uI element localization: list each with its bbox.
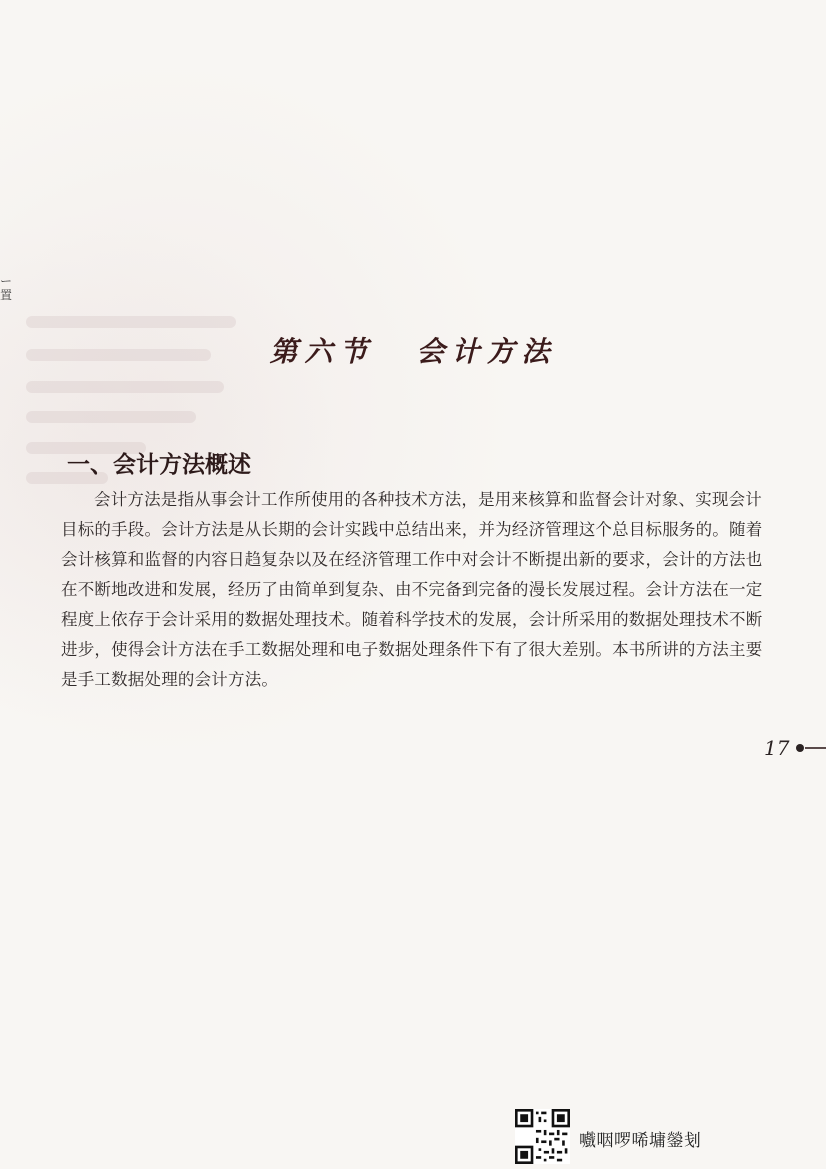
- bleed-through-line: [26, 381, 224, 393]
- body-paragraph: 会计方法是指从事会计工作所使用的各种技术方法，是用来核算和监督会计对象、实现会计目标的手段。会计方法是从长期的会计实践中总结出来，并为经济管理这个总目标服务的。随着会计核算和监督的内容日趋复杂以及在经济管理工作中对会计不断提出新的要求，会计的方法也在不断地改进和发展，经历了由简单到复杂、由不完备到完备的漫长发展过程。会计方法在一定程度上依存于会计采用的数据处理技术。随着科学技术的发展，会计所采用的数据处理技术不断进步，使得会计方法在手工数据处理和电子数据处理条件下有了很大差别。本书所讲的方法主要是手工数据处理的会计方法。: [61, 490, 763, 689]
- bleed-through-line: [26, 316, 236, 328]
- bleed-through-line: [26, 411, 196, 423]
- section-title: [0, 330, 826, 370]
- section-name: 会计方法: [416, 335, 557, 368]
- subheading: 一、会计方法概述: [67, 452, 251, 478]
- margin-mark: 置: [0, 288, 13, 302]
- qr-code-icon: [515, 1109, 570, 1164]
- page-number-dot: [796, 744, 804, 752]
- page-number-rule: [805, 747, 826, 749]
- scanner-label: 嚱咽啰唏墉鎣刬: [579, 1131, 702, 1151]
- margin-marks: [0, 274, 13, 302]
- body-paragraph-container: [61, 485, 771, 695]
- page-number: 17: [764, 736, 790, 760]
- section-number: 第六节: [269, 335, 375, 368]
- margin-mark: ー: [0, 274, 13, 288]
